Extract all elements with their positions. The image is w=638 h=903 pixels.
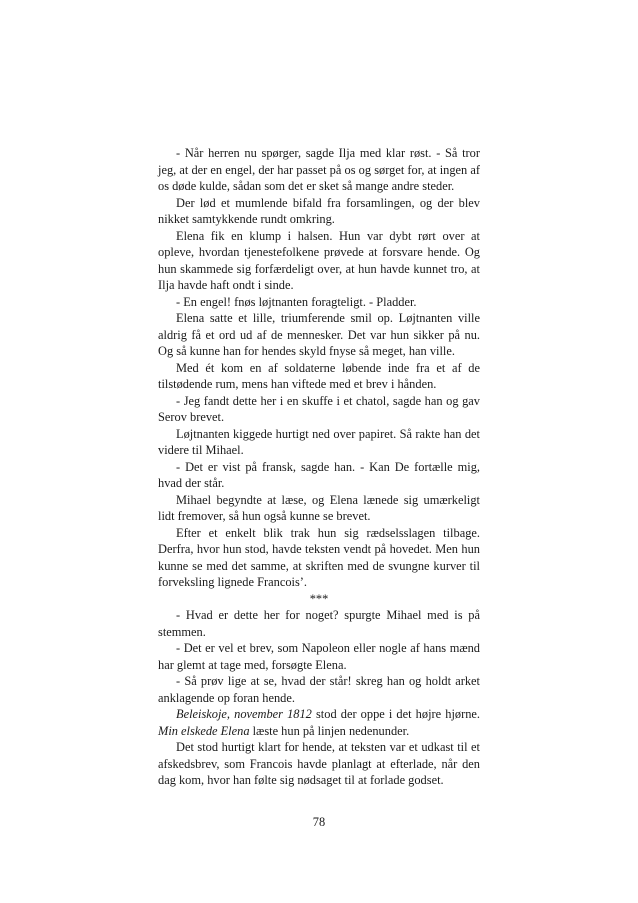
inline-text: stod der oppe i det højre hjørne. (311, 707, 480, 721)
paragraph: - Når herren nu spørger, sagde Ilja med klar røst. - Så tror jeg, at der en engel, der har passet på os og sørget for, at ingen af os døde kulde, sådan som det er sket så mange andre steder. (158, 146, 480, 193)
italic-place-date: Beleiskoje, november 1812 (176, 707, 312, 721)
paragraph: Elena satte et lille, triumferende smil op. Løjtnanten ville aldrig få et ord ud af de mennesker. Det var hun sikker på nu. Og så kunne han for hendes skyld fnyse så meget, han ville. (158, 311, 480, 358)
paragraph: Der lød et mumlende bifald fra forsamlingen, og der blev nikket samtykkende rundt omkring. (158, 195, 480, 226)
paragraph: Efter et enkelt blik trak hun sig rædselsslagen tilbage. Derfra, hvor hun stod, havde teksten vendt på hovedet. Men hun kunne se med det samme, at skriften med de svungne kurver til forveksling lignede Francois’. (158, 525, 480, 589)
paragraph: Løjtnanten kiggede hurtigt ned over papiret. Så rakte han det videre til Mihael. (158, 426, 480, 457)
inline-text: læste hun på linjen nedenunder. (249, 723, 410, 738)
body-text (158, 145, 480, 789)
paragraph-with-italics (158, 706, 480, 739)
paragraph: Det stod hurtigt klart for hende, at teksten var et udkast til et afskedsbrev, som Francois havde planlagt at efterlade, når den dag kom, hvor han følte sig nødsaget til at forlade godset. (158, 740, 480, 787)
paragraph: Med ét kom en af soldaterne løbende inde fra et af de tilstødende rum, mens han viftede med et brev i hånden. (158, 360, 480, 391)
paragraph: - En engel! fnøs løjtnanten foragteligt. - Pladder. (176, 294, 417, 309)
paragraph: Elena fik en klump i halsen. Hun var dybt rørt over at opleve, hvordan tjenestefolkene prøvede at forsvare hende. Og hun skammede sig forfærdeligt over, at hun havde kunnet tro, at Ilja havde haft ondt i sinde. (158, 228, 480, 292)
section-separator: *** (309, 591, 329, 606)
paragraph: - Det er vist på fransk, sagde han. - Kan De fortælle mig, hvad der står. (158, 459, 480, 490)
page-number: 78 (312, 815, 326, 829)
paragraph: - Så prøv lige at se, hvad der står! skreg han og holdt arket anklagende op foran hende. (158, 674, 480, 705)
paragraph: Mihael begyndte at læse, og Elena lænede sig umærkeligt lidt fremover, så hun også kunne se brevet. (158, 492, 480, 523)
paragraph: - Hvad er dette her for noget? spurgte Mihael med is på stemmen. (158, 608, 480, 639)
italic-salutation: Min elskede Elena (158, 723, 250, 738)
paragraph: - Det er vel et brev, som Napoleon eller nogle af hans mænd har glemt at tage med, forsøgte Elena. (158, 641, 480, 672)
paragraph: - Jeg fandt dette her i en skuffe i et chatol, sagde han og gav Serov brevet. (158, 393, 480, 424)
